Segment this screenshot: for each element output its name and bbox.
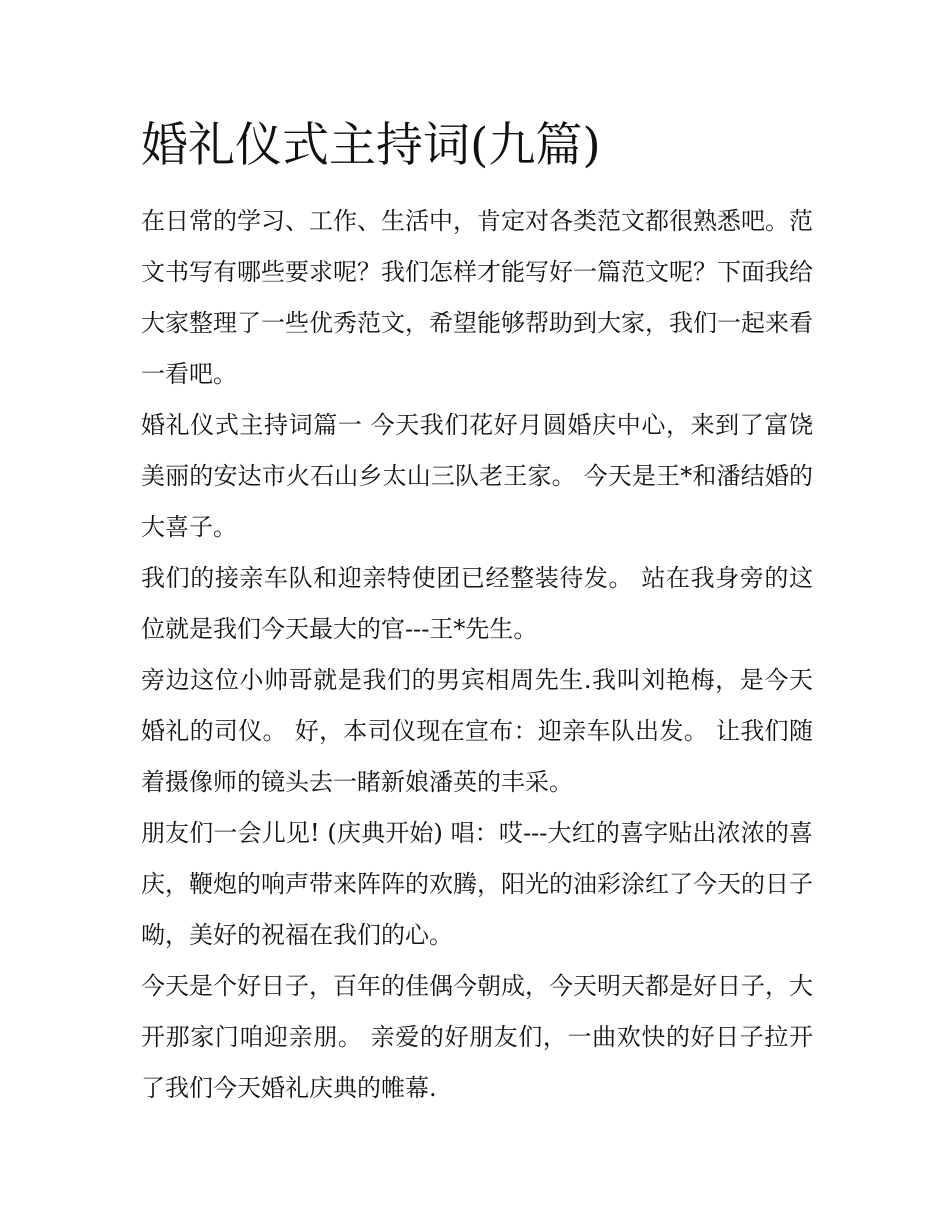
document-body [141,196,813,1114]
paragraph-speech-1: 婚礼仪式主持词篇一 今天我们花好月圆婚庆中心，来到了富饶美丽的安达市火石山乡太山三队老王家。 今天是王*和潘结婚的大喜子。 [141,411,813,541]
paragraph-convoy: 我们的接亲车队和迎亲特使团已经整装待发。 站在我身旁的这位就是我们今天最大的官---王*先生。 [141,564,813,643]
paragraph-good-day: 今天是个好日子，百年的佳偶今朝成，今天明天都是好日子，大开那家门咱迎亲朋。 亲爱的好朋友们，一曲欢快的好日子拉开了我们今天婚礼庆典的帷幕. [141,972,813,1102]
document-title: 婚礼仪式主持词(九篇) [141,118,601,173]
paragraph-song: 朋友们一会儿见! (庆典开始) 唱：哎---大红的喜字贴出浓浓的喜庆，鞭炮的响声带来阵阵的欢腾，阳光的油彩涂红了今天的日子呦，美好的祝福在我们的心。 [141,819,813,949]
paragraph-host-intro: 旁边这位小帅哥就是我们的男宾相周先生.我叫刘艳梅，是今天婚礼的司仪。 好，本司仪现在宣布：迎亲车队出发。 让我们随着摄像师的镜头去一睹新娘潘英的丰采。 [141,666,813,796]
paragraph-intro: 在日常的学习、工作、生活中，肯定对各类范文都很熟悉吧。范文书写有哪些要求呢？我们怎样才能写好一篇范文呢？下面我给大家整理了一些优秀范文，希望能够帮助到大家，我们一起来看一看吧。 [141,207,813,388]
